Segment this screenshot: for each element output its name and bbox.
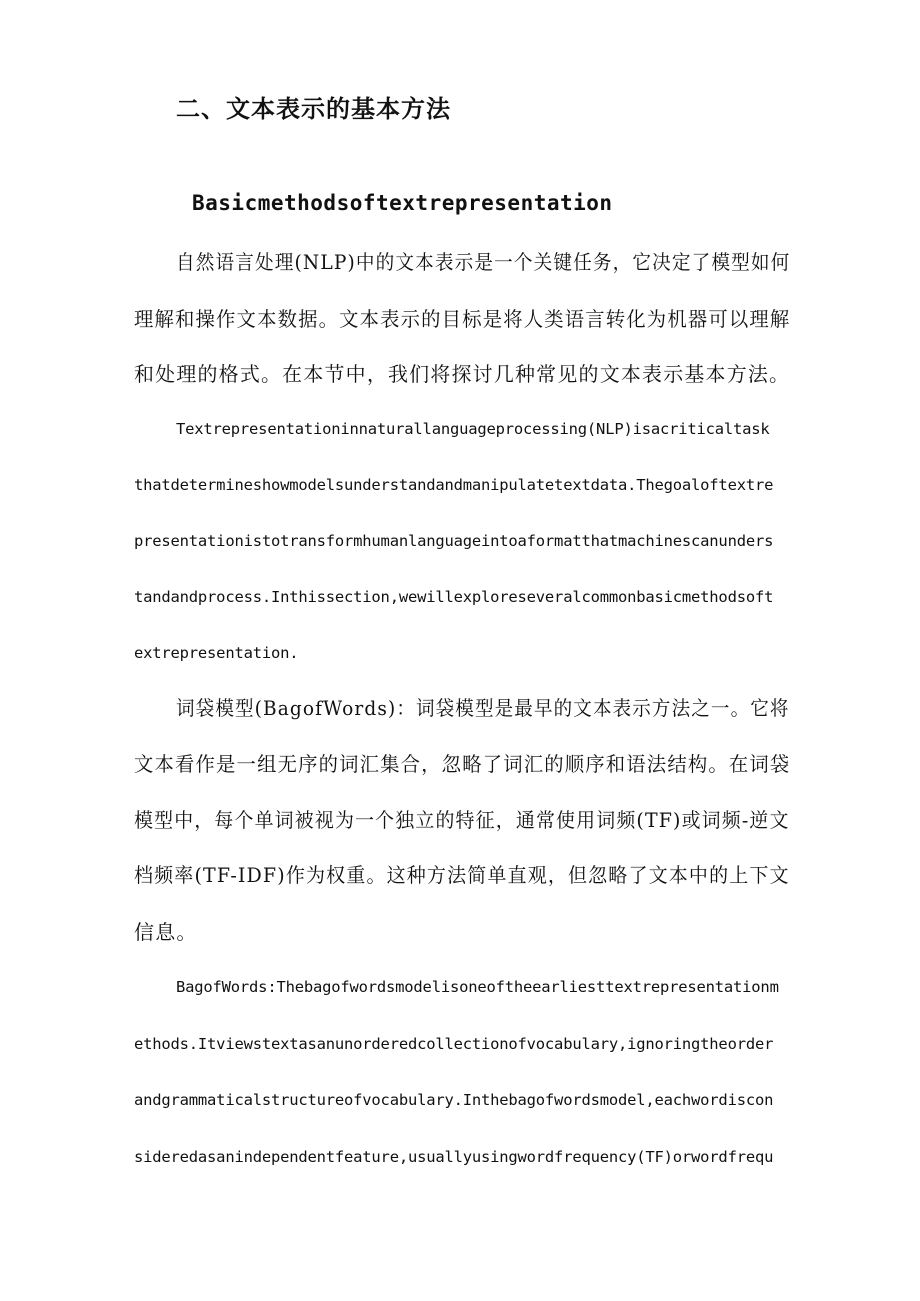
paragraph-2-en-line: andgrammaticalstructureofvocabulary.Inthebagofwordsmodel,eachwordiscon: [134, 1091, 774, 1109]
paragraph-2-cn-line: 信息。: [134, 920, 198, 944]
paragraph-2-en-line: BagofWords:Thebagofwordsmodelisoneoftheearliesttextrepresentationm: [176, 978, 779, 996]
paragraph-1-cn-line: 理解和操作文本数据。文本表示的目标是将人类语言转化为机器可以理解: [134, 307, 791, 331]
paragraph-2-cn-line: 档频率(TF-IDF)作为权重。这种方法简单直观，但忽略了文本中的上下文: [134, 863, 790, 887]
paragraph-1-en-line: extrepresentation.: [134, 644, 299, 662]
paragraph-1-en-line: tandandprocess.Inthissection,wewillexploreseveralcommonbasicmethodsoft: [134, 588, 774, 606]
paragraph-2-en-line: ethods.Itviewstextasanunorderedcollectionofvocabulary,ignoringtheorder: [134, 1035, 774, 1053]
section-heading: 二、文本表示的基本方法: [176, 94, 451, 123]
paragraph-1-en-line: Textrepresentationinnaturallanguageprocessing(NLP)isacriticaltask: [176, 420, 770, 438]
paragraph-1-en-line: thatdetermineshowmodelsunderstandandmanipulatetextdata.Thegoaloftextre: [134, 476, 774, 494]
paragraph-2-cn-line: 文本看作是一组无序的词汇集合，忽略了词汇的顺序和语法结构。在词袋: [134, 752, 791, 776]
paragraph-2-cn-line: 模型中，每个单词被视为一个独立的特征，通常使用词频(TF)或词频-逆文: [134, 808, 790, 832]
paragraph-1-cn-line: 和处理的格式。在本节中，我们将探讨几种常见的文本表示基本方法。: [134, 362, 791, 386]
paragraph-2-en-line: sideredasanindependentfeature,usuallyusingwordfrequency(TF)orwordfrequ: [134, 1148, 774, 1166]
paragraph-2-cn-line: 词袋模型(BagofWords)：词袋模型是最早的文本表示方法之一。它将: [176, 696, 790, 720]
paragraph-1-en-line: presentationistotransformhumanlanguageintoaformatthatmachinescanunders: [134, 532, 774, 550]
section-subheading: Basicmethodsoftextrepresentation: [192, 191, 613, 215]
paragraph-1-cn-line: 自然语言处理(NLP)中的文本表示是一个关键任务，它决定了模型如何: [176, 250, 791, 274]
